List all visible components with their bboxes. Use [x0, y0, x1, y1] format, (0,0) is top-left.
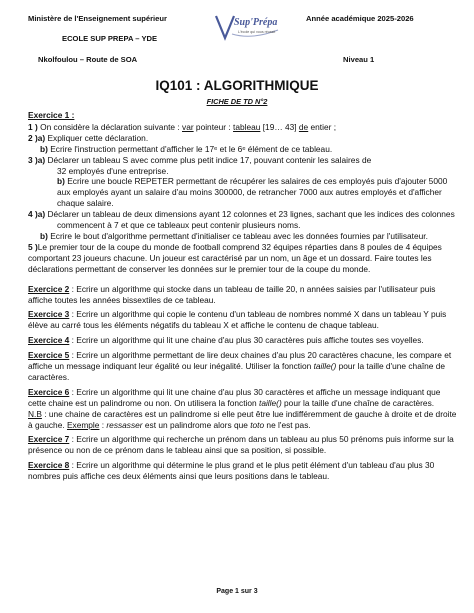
academic-year: Année académique 2025-2026 [306, 14, 414, 23]
logo-text: Sup'Prépa [234, 17, 278, 28]
level-label: Niveau 1 [343, 55, 375, 64]
ministry-label: Ministère de l'Enseignement supérieur [28, 14, 167, 23]
exercise-7: Exercice 7 : Ecrire un algorithme qui recherche un prénom dans un tableau au plus 50 prénoms puis informe sur la présence ou non de ce prénom dans le tableau ainsi que sa position, si possible. [28, 434, 454, 456]
exercise-2: Exercice 2 : Ecrire un algorithme qui stocke dans un tableau de taille 20, n années saisies par l'utilisateur puis affiche toutes les années bissextiles de ce tableau. [28, 283, 436, 305]
question-2a: 2 )a) Expliquer cette déclaration. [28, 132, 149, 143]
page-subtitle: FICHE DE TD N°2 [206, 97, 268, 106]
exercise-4: Exercice 4 : Ecrire un algorithme qui lit une chaine d'au plus 30 caractères puis affiche toutes ses voyelles. [28, 335, 424, 346]
question-4a: 4 )a) Déclarer un tableau de deux dimensions ayant 12 colonnes et 23 lignes, sachant que les indices des colonnes [28, 209, 455, 220]
page-footer: Page 1 sur 3 [216, 588, 258, 595]
school-address: Nkolfoulou – Route de SOA [38, 55, 138, 64]
school-logo [212, 10, 284, 44]
question-4a-continued: commencent à 7 et que ce tableaux peut contenir plusieurs noms. [57, 220, 301, 231]
question-3a-continued: 32 employés d'une entreprise. [57, 165, 169, 176]
exercise-content [28, 110, 458, 482]
exercise-1-heading: Exercice 1 : [28, 110, 75, 120]
logo-tagline: L'école qui vous réussit [238, 30, 276, 34]
page-title: IQ101 : ALGORITHMIQUE [155, 78, 319, 93]
question-1: 1 ) On considère la déclaration suivante : var pointeur : tableau [19… 43] de entier ; [28, 121, 337, 132]
question-4b: b) Ecrire le bout d'algorithme permettant d'initialiser ce tableau avec les données fournies par l'utilisateur. [40, 230, 428, 241]
exercise-8: Exercice 8 : Ecrire un algorithme qui détermine le plus grand et le plus petit élément d'un tableau d'au plus 30 nombres puis affiche ces deux éléments ainsi que leurs positions dans le tableau. [28, 460, 435, 482]
question-2b: b) Ecrire l'instruction permettant d'afficher le 17ᵉ et le 6ᵉ élément de ce tableau. [40, 143, 333, 154]
question-3b: b) Ecrire une boucle REPETER permettant de récupérer les salaires de ces employés puis d'ajouter 5000 aux employés ayant un salaire d'au moins 300000, de retrancher 7000 aux autres employés et d'afficher chaque salaire. [57, 176, 448, 209]
exercise-5: Exercice 5 : Ecrire un algorithme permettant de lire deux chaines d'au plus 20 caractères chacune, les compare et affiche un message indiquant leur égalité ou leur inégalité. Utiliser la fonction taille() pour la taille d'une chaîne de caractères. [28, 350, 452, 382]
question-5: 5 )Le premier tour de la coupe du monde de football comprend 32 équipes réparties dans 8 poules de 4 équipes comportant 23 joueurs chacune. Un joueur est caractérisé par un nom, un âge et un dossard. Faire toutes les déclarations permettant de conserver les données sur le premier tour de la coupe du monde. [28, 241, 442, 274]
exercise-3: Exercice 3 : Ecrire un algorithme qui copie le contenu d'un tableau de nombres nommé X dans un tableau Y puis élève au carré tous les éléments négatifs du tableau X et affiche le contenu de chaque tableau. [28, 309, 447, 331]
exercise-6: Exercice 6 : Ecrire un algorithme qui lit une chaine d'au plus 30 caractères et affiche un message indiquant que cette chaine est un palindrome ou non. On utilisera la fonction taille() pour la taille d'une chaîne de caractères. N.B : une chaine de caractères est un palindrome si elle peut être lue indifféremment de gauche à droite et de droite à gauche. Exemple : ressasser est un palindrome alors que toto ne l'est pas. [28, 386, 457, 430]
school-name: ECOLE SUP PREPA – YDE [62, 34, 158, 43]
logo-mark [216, 16, 234, 38]
question-3a: 3 )a) Déclarer un tableau S avec comme plus petit indice 17, pouvant contenir les salaires de [28, 154, 372, 165]
